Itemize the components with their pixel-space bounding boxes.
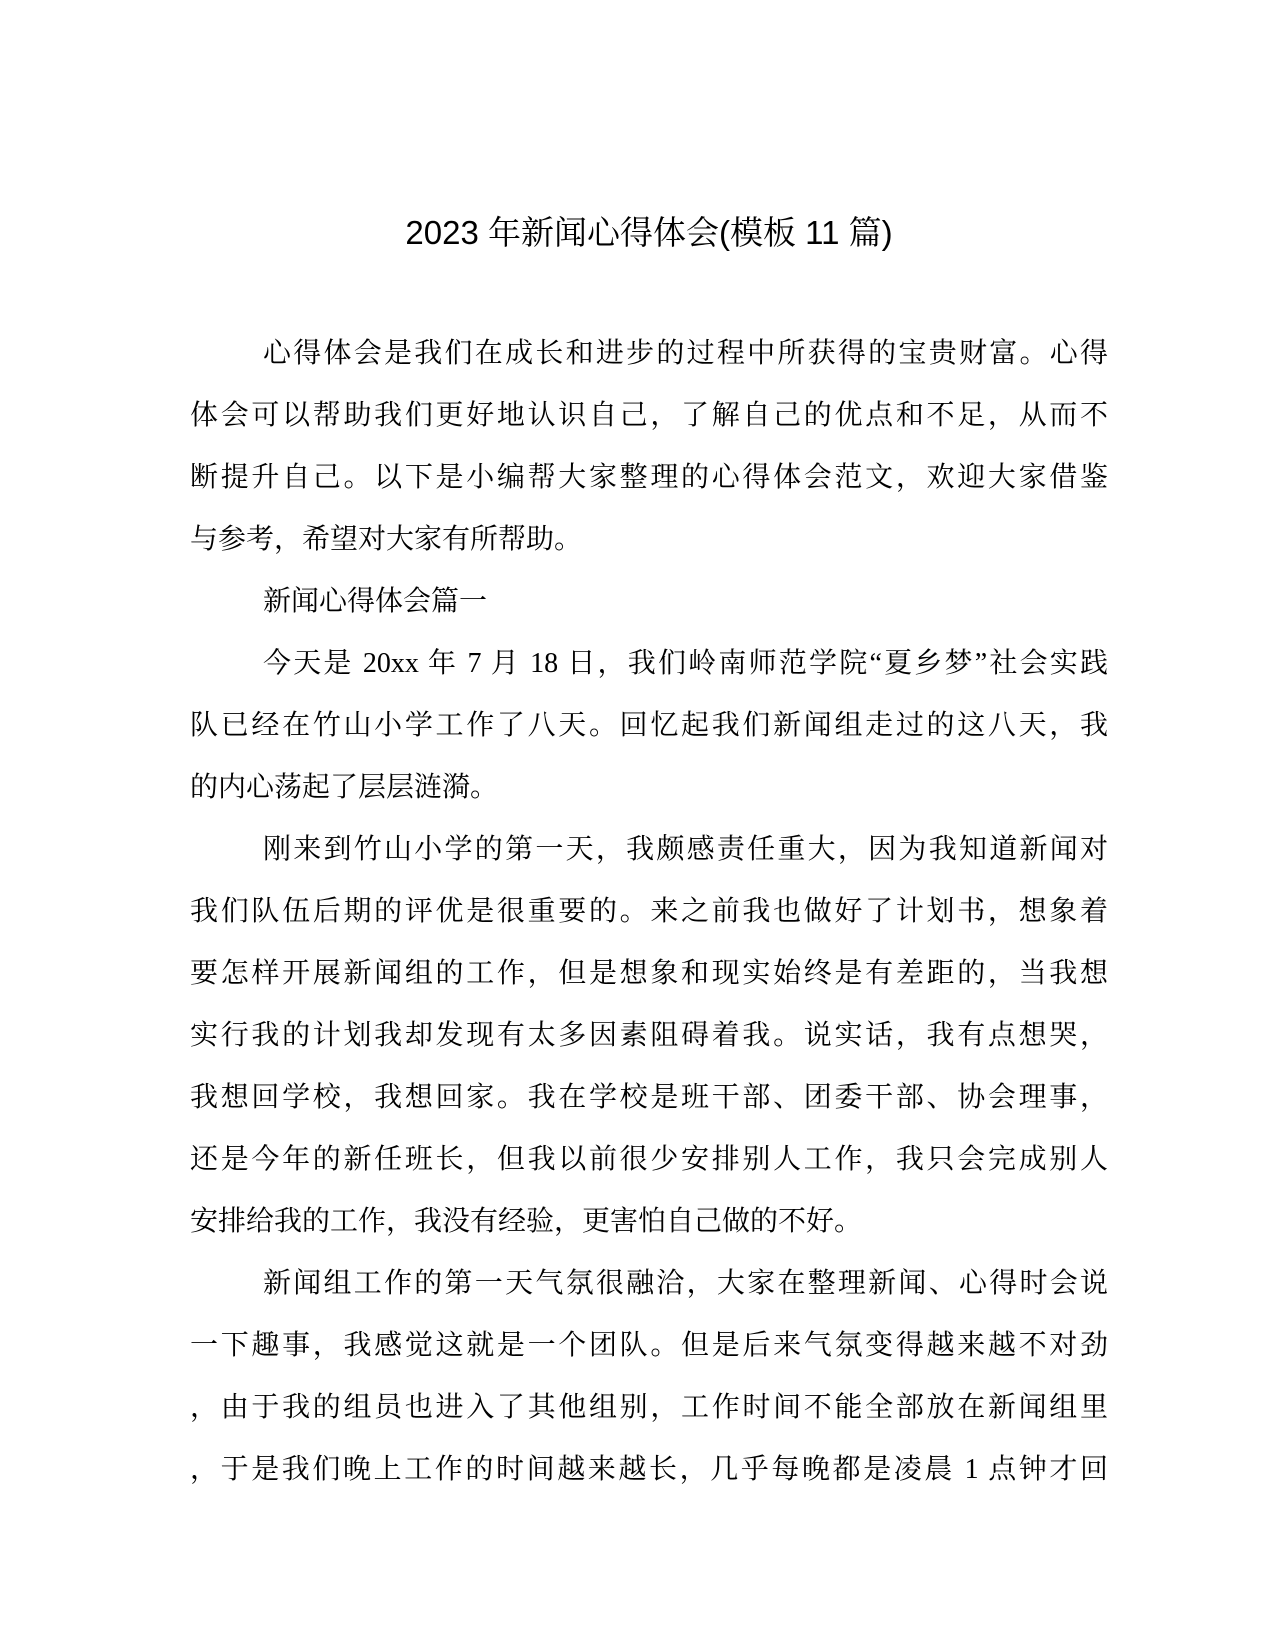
text-line: 实行我的计划我却发现有太多因素阻碍着我。说实话，我有点想哭， <box>190 1020 1108 1051</box>
text-line: 今天是 20xx 年 7 月 18 日，我们岭南师范学院“夏乡梦”社会实践 <box>263 648 1108 679</box>
text-line: 断提升自己。以下是小编帮大家整理的心得体会范文，欢迎大家借鉴 <box>190 462 1108 493</box>
intro-paragraph <box>190 323 1108 571</box>
text-line: 我想回学校，我想回家。我在学校是班干部、团委干部、协会理事， <box>190 1082 1108 1113</box>
text-line: 我们队伍后期的评优是很重要的。来之前我也做好了计划书，想象着 <box>190 896 1108 927</box>
text-line: 体会可以帮助我们更好地认识自己，了解自己的优点和不足，从而不 <box>190 400 1108 431</box>
document-title: 2023 年新闻心得体会(模板 11 篇) <box>405 214 893 251</box>
text-line: 的内心荡起了层层涟漪。 <box>190 772 499 803</box>
body-paragraph <box>190 633 1108 819</box>
text-line: 心得体会是我们在成长和进步的过程中所获得的宝贵财富。心得 <box>263 338 1108 369</box>
body-paragraph <box>190 1253 1108 1501</box>
text-line: 队已经在竹山小学工作了八天。回忆起我们新闻组走过的这八天，我 <box>190 710 1108 741</box>
text-line: ，由于我的组员也进入了其他组别，工作时间不能全部放在新闻组里 <box>190 1392 1108 1423</box>
text-line: 一下趣事，我感觉这就是一个团队。但是后来气氛变得越来越不对劲 <box>190 1330 1108 1361</box>
text-line: 安排给我的工作，我没有经验，更害怕自己做的不好。 <box>190 1206 863 1237</box>
section-heading-line: 新闻心得体会篇一 <box>263 586 488 617</box>
text-line: ，于是我们晚上工作的时间越来越长，几乎每晚都是凌晨 1 点钟才回 <box>190 1454 1108 1485</box>
text-line: 新闻组工作的第一天气氛很融洽，大家在整理新闻、心得时会说 <box>263 1268 1108 1299</box>
text-line: 还是今年的新任班长，但我以前很少安排别人工作，我只会完成别人 <box>190 1144 1108 1175</box>
section-heading <box>190 571 1108 633</box>
text-line: 要怎样开展新闻组的工作，但是想象和现实始终是有差距的，当我想 <box>190 958 1108 989</box>
text-line: 与参考，希望对大家有所帮助。 <box>190 524 583 555</box>
body-paragraph <box>190 819 1108 1253</box>
text-line: 刚来到竹山小学的第一天，我颇感责任重大，因为我知道新闻对 <box>263 834 1108 865</box>
document-body <box>190 323 1108 1501</box>
